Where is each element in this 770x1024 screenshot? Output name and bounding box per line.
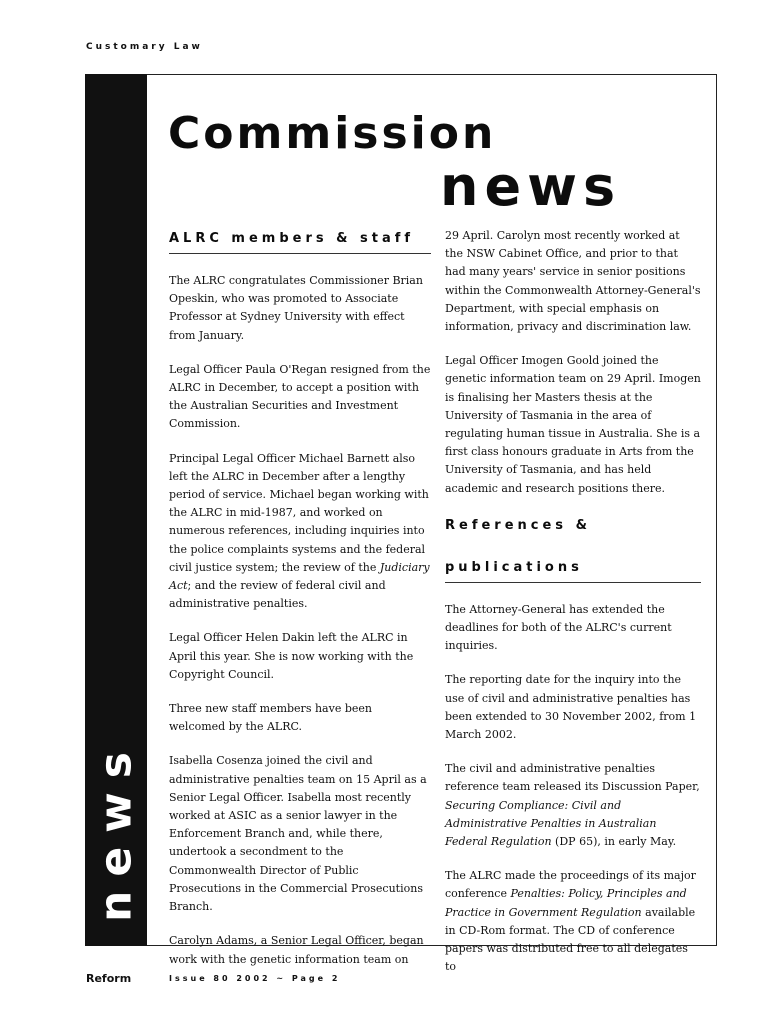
paragraph: The ALRC congratulates Commissioner Brian Opeskin, who was promoted to Associate Professor at Sydney University with effect from January. (169, 274, 423, 342)
title-news: news (440, 155, 622, 218)
sidebar-word: news (90, 737, 142, 923)
paragraph: Carolyn Adams, a Senior Legal Officer, began work with the genetic information team on (169, 934, 424, 966)
paragraph: Three new staff members have been welcomed by the ALRC. (169, 702, 372, 734)
paragraph: The ALRC made the proceedings of its major conference Penalties: Policy, Principles and Practice in Government Regulation available in CD-Rom format. The CD of conference papers was distributed free to all delegates to (445, 869, 696, 974)
paragraph: Principal Legal Officer Michael Barnett also left the ALRC in December after a lengthy period of service. Michael began working with the ALRC in mid-1987, and worked on numerous references, including inquiries into the police complaints systems and the federal civil justice system; the review of the Judiciary Act; and the review of federal civil and administrative penalties. (169, 451, 430, 611)
left-column (169, 227, 431, 985)
paragraph: Isabella Cosenza joined the civil and administrative penalties team on 15 April as a Senior Legal Officer. Isabella most recently worked at ASIC as a senior lawyer in the Enforcement Branch and, while there, undertook a secondment to the Commonwealth Director of Public Prosecutions in the Commercial Prosecutions Branch. (169, 754, 427, 914)
paragraph: The Attorney-General has extended the deadlines for both of the ALRC's current inquiries. (445, 602, 672, 653)
paragraph: Legal Officer Paula O'Regan resigned from the ALRC in December, to accept a position with the Australian Securities and Investment Commission. (169, 362, 431, 431)
paragraph: Legal Officer Helen Dakin left the ALRC in April this year. She is now working with the Copyright Council. (169, 631, 414, 681)
section-heading-publications: publications (445, 556, 701, 583)
section-heading-references: References & (445, 517, 591, 533)
paragraph: The reporting date for the inquiry into the use of civil and administrative penalties has been extended to 30 November 2002, from 1 March 2002. (445, 673, 697, 742)
footer-issue-page: Issue 80 2002 ~ Page 2 (169, 974, 341, 983)
section-heading-staff: ALRC members & staff (169, 227, 431, 254)
section-label: Customary Law (86, 42, 203, 52)
paragraph: The civil and administrative penalties reference team released its Discussion Paper, Securing Compliance: Civil and Administrative Penalties in Australian Federal Regulation (DP 65), in early May. (445, 762, 700, 849)
footer-brand: Reform (86, 972, 132, 985)
paragraph: 29 April. Carolyn most recently worked at the NSW Cabinet Office, and prior to that had many years' service in senior positions within the Commonwealth Attorney-General's Department, with special emphasis on information, privacy and discrimination law. (445, 229, 701, 334)
title-commission: Commission (168, 108, 497, 159)
right-column (445, 227, 701, 993)
paragraph: Legal Officer Imogen Goold joined the genetic information team on 29 April. Imogen is finalising her Masters thesis at the University of Tasmania in the area of regulating human tissue in Australia. She is a first class honours graduate in Arts from the University of Tasmania, and has held academic and research positions there. (445, 354, 701, 495)
